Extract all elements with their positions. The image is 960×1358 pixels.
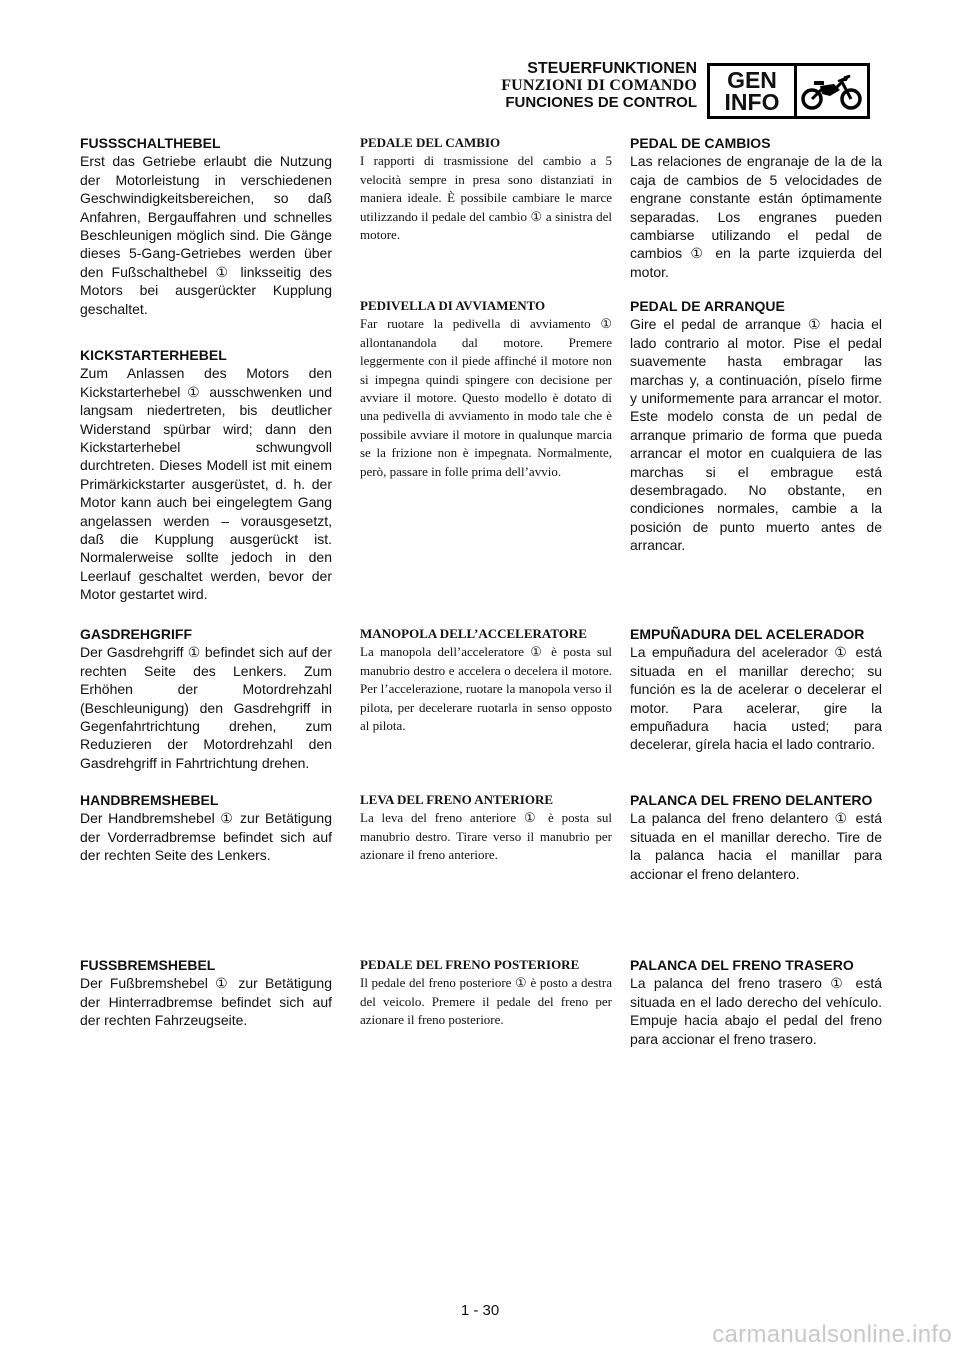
section-title: PALANCA DEL FRENO DELANTERO [630, 792, 873, 808]
section-title: PEDALE DEL FRENO POSTERIORE [360, 957, 580, 972]
section-title: EMPUÑADURA DEL ACELERADOR [630, 626, 865, 642]
section-title: HANDBREMSHEBEL [80, 792, 219, 808]
section-title: FUSSSCHALTHEBEL [80, 135, 221, 151]
section-text: La manopola dell’acceleratore ① è posta sul manubrio destro e accelera o decelera il motore. Per l’accelerazione, ruotare la manopola verso il pilota, per decelerare ruotarla in senso opposto al pilota. [360, 644, 612, 734]
section-kickstarter-italian [360, 297, 612, 481]
section-text: Der Gasdrehgriff ① befindet sich auf der rechten Seite des Lenkers. Zum Erhöhen der Motordrehzahl (Beschleunigung) den Gasdrehgriff in Gegenfahrtrichtung drehen, zum Reduzieren der Motordrehzahl den Gasdrehgriff in Fahrtrichtung drehen. [80, 644, 332, 771]
gen-info-badge [707, 63, 870, 119]
section-text: Zum Anlassen des Motors den Kickstarterhebel ① ausschwenken und langsam niedertreten, bis deutlicher Widerstand spürbar wird; dann den Kickstarterhebel schwungvoll durchtreten. Dieses Modell ist mit einem Primärkickstarter ausgerüstet, d. h. der Motor kann auch bei eingelegtem Gang angelassen werden – vorausgesetzt, daß die Kupplung ausgerückt ist. Normalerweise sollte jedoch in den Leerlauf geschaltet werden, bevor der Motor gestartet wird. [80, 365, 332, 603]
section-rear-brake-italian [360, 956, 612, 1030]
section-title: PALANCA DEL FRENO TRASERO [630, 957, 854, 973]
section-text: Erst das Getriebe erlaubt die Nutzung der Motorleistung in verschiedenen Geschwindigkeitsbereichen, so daß Anfahren, Bergauffahren und schnelles Beschleunigen möglich sind. Die Gänge dieses 5-Gang-Getriebes werden über den Fußschalthebel ① linksseitig des Motors bei ausgerückter Kupplung geschaltet. [80, 153, 332, 317]
section-shift-spanish [630, 134, 882, 281]
section-throttle-german [80, 625, 332, 772]
badge-gen-label: GEN [727, 67, 777, 93]
section-throttle-spanish [630, 625, 882, 754]
page-number: 1 - 30 [460, 1302, 500, 1319]
section-title: PEDAL DE CAMBIOS [630, 135, 771, 151]
section-kickstarter-spanish [630, 297, 882, 555]
section-title: KICKSTARTERHEBEL [80, 347, 227, 363]
section-title: LEVA DEL FRENO ANTERIORE [360, 792, 554, 807]
dirt-bike-icon [797, 66, 867, 116]
header-title-spanish: FUNCIONES DE CONTROL [505, 94, 697, 111]
section-text: Far ruotare la pedivella di avviamento ① allontanandola dal motore. Premere leggermente con il piede affinché il motore non si impegna quindi spingere con decisione per avviare il motore. Questo modello è dotato di una pedivella di avviamento in modo tale che è possibile avviare il motore in qualunque marcia se la frizione non è impegnata. Normalmente, però, passare in folle prima dell’avvio. [360, 316, 612, 479]
badge-text [710, 66, 797, 116]
section-throttle-italian [360, 625, 612, 735]
section-front-brake-german [80, 791, 332, 865]
section-title: MANOPOLA DELL’ACCELERATORE [360, 626, 587, 641]
section-text: La palanca del freno delantero ① está situada en el manillar derecho. Tire de la palanca hacia el manillar para accionar el freno delantero. [630, 810, 882, 882]
section-text: Las relaciones de engranaje de la de la caja de cambios de 5 velocidades de engrane constante están óptimamente separadas. Los engranes pueden cambiarse utilizando el pedal de cambios ① en la parte izquierda del motor. [630, 153, 882, 280]
badge-info-label: INFO [724, 89, 780, 115]
section-front-brake-italian [360, 791, 612, 865]
section-kickstarter-german [80, 346, 332, 604]
header-title-italian: FUNZIONI DI COMANDO [501, 77, 697, 94]
section-shift-italian [360, 134, 612, 244]
section-text: La empuñadura del acelerador ① está situada en el manillar derecho; su función es la de acelerar o decelerar el motor. Para acelerar, gire la empuñadura hacia usted; para decelerar, gírela hacia el lado contrario. [630, 644, 882, 753]
section-text: Der Handbremshebel ① zur Betätigung der Vorderradbremse befindet sich auf der rechten Seite des Lenkers. [80, 810, 332, 864]
section-title: FUSSBREMSHEBEL [80, 957, 216, 973]
section-title: PEDALE DEL CAMBIO [360, 135, 501, 150]
page-header [501, 60, 697, 111]
section-text: La leva del freno anteriore ① è posta sul manubrio destro. Tirare verso il manubrio per azionare il freno anteriore. [360, 810, 612, 863]
section-title: PEDAL DE ARRANQUE [630, 298, 785, 314]
section-text: La palanca del freno trasero ① está situada en el lado derecho del vehículo. Empuje hacia abajo el pedal del freno para accionar el freno trasero. [630, 975, 882, 1047]
watermark: carmanualsonline.info [712, 1321, 952, 1348]
section-front-brake-spanish [630, 791, 882, 883]
section-text: Der Fußbremshebel ① zur Betätigung der Hinterradbremse befindet sich auf der rechten Fahrzeugseite. [80, 975, 332, 1029]
header-title-german: STEUERFUNKTIONEN [527, 60, 697, 77]
section-title: PEDIVELLA DI AVVIAMENTO [360, 298, 546, 313]
section-text: Il pedale del freno posteriore ① è posto a destra del veicolo. Premere il pedale del freno per azionare il freno posteriore. [360, 975, 612, 1028]
section-shift-german [80, 134, 332, 318]
section-text: I rapporti di trasmissione del cambio a 5 velocità sempre in presa sono distanziati in maniera ideale. È possibile cambiare le marce utilizzando il pedale del cambio ① a sinistra del motore. [360, 153, 612, 243]
section-text: Gire el pedal de arranque ① hacia el lado contrario al motor. Pise el pedal suavemente hasta embragar las marchas y, a continuación, píselo firme y uniformemente para arrancar el motor. Este modelo consta de un pedal de arranque primario de forma que pueda arrancar el motor en cualquiera de las marchas si el embrague está desembragado. No obstante, en condiciones normales, cambie a la posición de punto muerto antes de arrancar. [630, 316, 882, 554]
section-rear-brake-german [80, 956, 332, 1030]
section-title: GASDREHGRIFF [80, 626, 192, 642]
section-rear-brake-spanish [630, 956, 882, 1048]
